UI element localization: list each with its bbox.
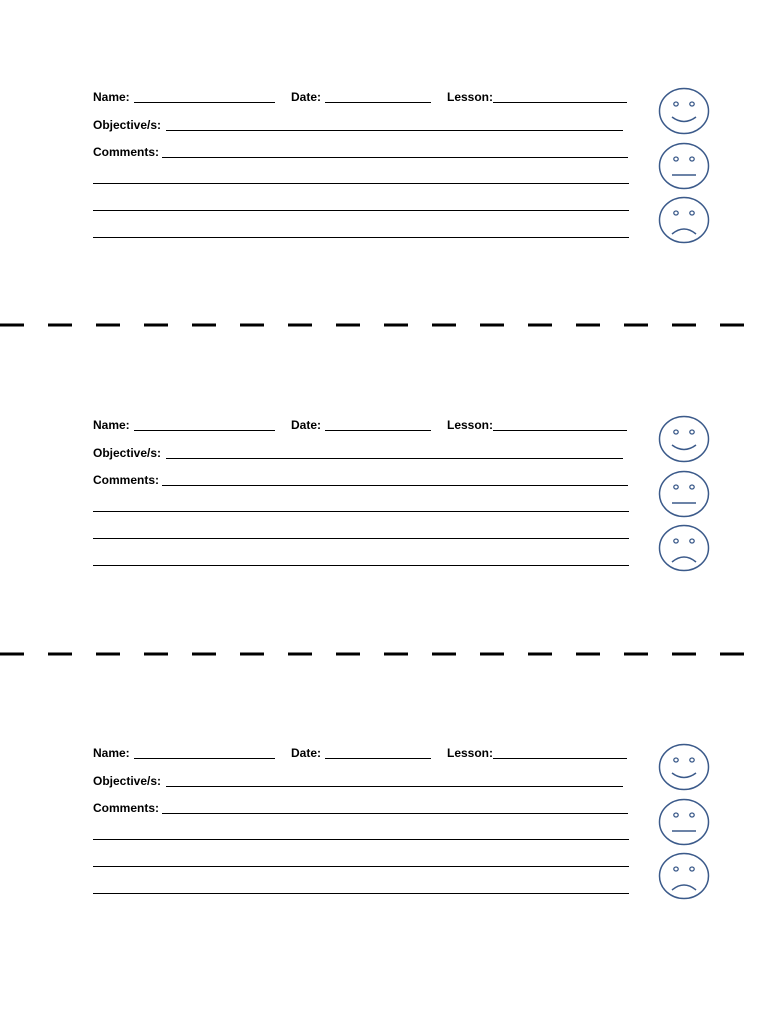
lesson-line[interactable] <box>493 430 627 431</box>
comment-line[interactable] <box>93 893 629 894</box>
name-label: Name: <box>93 746 130 760</box>
lesson-label: Lesson: <box>447 418 494 432</box>
date-label: Date: <box>291 746 322 760</box>
feedback-slip-3 <box>0 736 768 936</box>
objective-line[interactable] <box>166 130 623 131</box>
neutral-face-icon[interactable] <box>658 470 710 518</box>
cut-line <box>0 323 768 327</box>
date-line[interactable] <box>325 102 431 103</box>
date-label: Date: <box>291 418 322 432</box>
objective-label: Objective/s: <box>93 774 162 788</box>
comments-line[interactable] <box>162 485 628 486</box>
comment-line[interactable] <box>93 511 629 512</box>
date-label: Date: <box>291 90 322 104</box>
sad-face-icon[interactable] <box>658 852 710 900</box>
neutral-face-icon[interactable] <box>658 142 710 190</box>
happy-face-icon[interactable] <box>658 743 710 791</box>
name-line[interactable] <box>134 758 275 759</box>
comments-label: Comments: <box>93 145 160 159</box>
comments-line[interactable] <box>162 813 628 814</box>
comment-line[interactable] <box>93 866 629 867</box>
lesson-label: Lesson: <box>447 90 494 104</box>
comment-line[interactable] <box>93 538 629 539</box>
comment-line[interactable] <box>93 210 629 211</box>
name-label: Name: <box>93 418 130 432</box>
comment-line[interactable] <box>93 565 629 566</box>
happy-face-icon[interactable] <box>658 87 710 135</box>
comments-label: Comments: <box>93 473 160 487</box>
date-line[interactable] <box>325 430 431 431</box>
objective-label: Objective/s: <box>93 446 162 460</box>
cut-line <box>0 652 768 656</box>
date-line[interactable] <box>325 758 431 759</box>
comments-line[interactable] <box>162 157 628 158</box>
name-line[interactable] <box>134 430 275 431</box>
objective-line[interactable] <box>166 458 623 459</box>
happy-face-icon[interactable] <box>658 415 710 463</box>
neutral-face-icon[interactable] <box>658 798 710 846</box>
lesson-line[interactable] <box>493 102 627 103</box>
objective-label: Objective/s: <box>93 118 162 132</box>
feedback-slip-2 <box>0 408 768 608</box>
objective-line[interactable] <box>166 786 623 787</box>
sad-face-icon[interactable] <box>658 196 710 244</box>
comment-line[interactable] <box>93 237 629 238</box>
lesson-line[interactable] <box>493 758 627 759</box>
name-label: Name: <box>93 90 130 104</box>
comment-line[interactable] <box>93 839 629 840</box>
feedback-slip-1 <box>0 80 768 280</box>
name-line[interactable] <box>134 102 275 103</box>
comment-line[interactable] <box>93 183 629 184</box>
lesson-label: Lesson: <box>447 746 494 760</box>
comments-label: Comments: <box>93 801 160 815</box>
sad-face-icon[interactable] <box>658 524 710 572</box>
